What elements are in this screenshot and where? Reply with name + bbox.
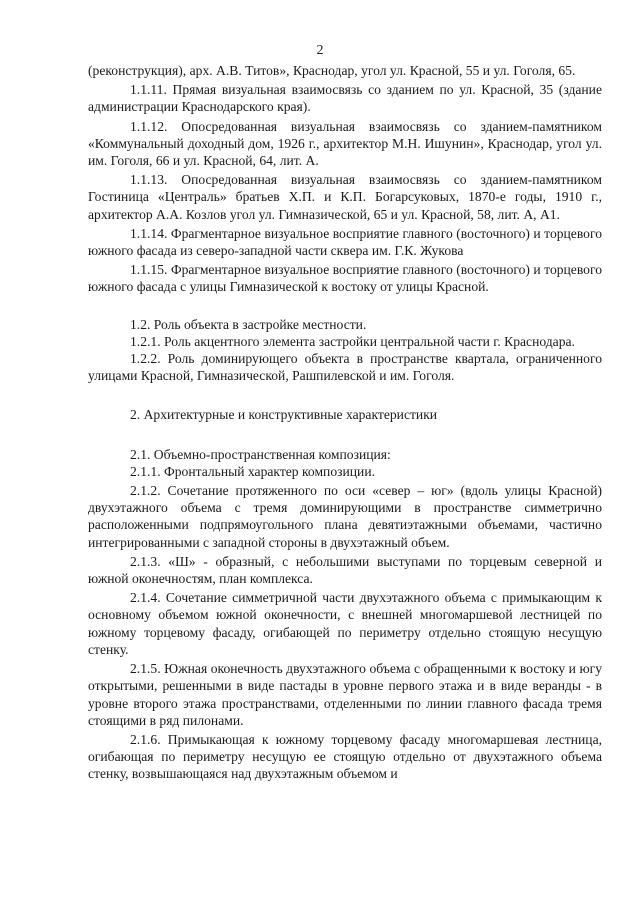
paragraph: 2.1.2. Сочетание протяженного по оси «север – юг» (вдоль улицы Красной) двухэтажного объема с тремя доминирующими в пространстве симметрично расположенными подпрямоугольного плана девятиэтажными объемами, частично интегрированными с западной стороны в двухэтажный объем. [88,483,602,550]
document-body [88,62,602,783]
paragraph: 1.2.1. Роль акцентного элемента застройки центральной части г. Краснодара. [130,333,575,349]
paragraph: 2.1.4. Сочетание симметричной части двухэтажного объема с примыкающим к основному объемом южной оконечности, с внешней многомаршевой лестницей по южному торцевому фасаду, огибающей по периметру отдельно стоящую несущую стенку. [88,590,602,657]
paragraph: 1.1.13. Опосредованная визуальная взаимосвязь со зданием-памятником Гостиница «Централь» братьев Х.П. и К.П. Богарсуковых, 1870-е годы, 1910 г., архитектор А.А. Козлов угол ул. Гимназической, 65 и ул. Красной, 58, лит. А, А1. [88,172,602,222]
paragraph: 1.2.2. Роль доминирующего объекта в пространстве квартала, ограниченного улицами Красной, Гимназической, Рашпилевской и им. Гоголя. [88,351,602,384]
paragraph: 2.1.3. «Ш» - образный, с небольшими выступами по торцевым северной и южной оконечностям, план комплекса. [88,553,602,587]
paragraph: 1.1.12. Опосредованная визуальная взаимосвязь со зданием-памятником «Коммунальный доходный дом, 1926 г., архитектор М.Н. Ишунин», Краснодар, угол ул. им. Гоголя, 66 и ул. Красной, 64, лит. А. [88,118,602,169]
paragraph: 2. Архитектурные и конструктивные характеристики [130,407,438,423]
paragraph: 2.1. Объемно-пространственная композиция: [130,446,391,462]
paragraph: 1.1.11. Прямая визуальная взаимосвязь со зданием по ул. Красной, 35 (здание администрации Краснодарского края). [88,82,602,115]
paragraph: 1.2. Роль объекта в застройке местности. [130,316,367,332]
paragraph: 2.1.6. Примыкающая к южному торцевому фасаду многомаршевая лестница, огибающая по периметру несущую ее стоящую отдельно от двухэтажного объема стенку, возвышающаяся над двухэтажным объемом и [88,731,602,782]
paragraph: 2.1.5. Южная оконечность двухэтажного объема с обращенными к востоку и югу открытыми, решенными в виде пастады в уровне первого этажа и в виде веранды - в уровне второго этажа пространствами, отделенными по линии главного фасада тремя стоящими в ряд пилонами. [88,661,602,728]
paragraph: 2.1.1. Фронтальный характер композиции. [130,463,375,479]
paragraph: 1.1.15. Фрагментарное визуальное восприятие главного (восточного) и торцевого южного фасада с улицы Гимназической к востоку от улицы Красной. [88,262,602,295]
page-number: 2 [316,43,324,58]
paragraph: 1.1.14. Фрагментарное визуальное восприятие главного (восточного) и торцевого южного фасада из северо-западной части сквера им. Г.К. Жукова [88,225,602,259]
paragraph: (реконструкция), арх. А.В. Титов», Краснодар, угол ул. Красной, 55 и ул. Гоголя, 65. [88,63,576,78]
